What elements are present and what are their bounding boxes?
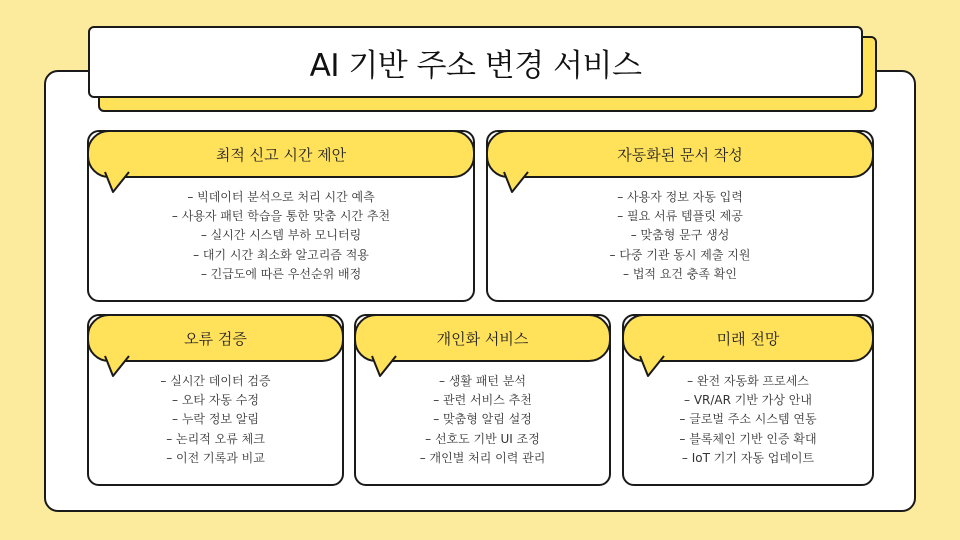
card-item-list [356,372,609,468]
list-item: – 실시간 시스템 부하 모니터링 [200,228,362,243]
card-item-list [89,372,342,468]
list-item: – 대기 시간 최소화 알고리즘 적용 [193,247,369,262]
card-heading: 개인화 서비스 [354,314,611,362]
list-item: – 생활 패턴 분석 [439,374,526,388]
list-item: – 개인별 처리 이력 관리 [419,450,546,465]
card-optimal-time [87,130,475,302]
list-item: – 실시간 데이터 검증 [160,374,271,388]
list-item: – VR/AR 기반 가상 안내 [684,393,812,408]
card-item-list [488,188,872,284]
card-heading: 오류 검증 [87,314,344,362]
list-item: – 긴급도에 따른 우선순위 배정 [200,266,362,281]
list-item: – 필요 서류 템플릿 제공 [617,209,743,224]
list-item: – 사용자 정보 자동 입력 [617,190,743,204]
list-item: – 선호도 기반 UI 조정 [425,431,540,446]
list-item: – 맞춤형 알림 설정 [433,412,532,427]
card-auto-document [486,130,874,302]
list-item: – 다중 기관 동시 제출 지원 [609,247,751,262]
card-error-check [87,314,344,486]
list-item: – 사용자 패턴 학습을 통한 맞춤 시간 추천 [171,209,391,224]
list-item: – 법적 요건 충족 확인 [623,266,737,281]
list-item: – 오타 자동 수정 [172,393,259,408]
list-item: – 블록체인 기반 인증 확대 [679,431,817,446]
card-item-list [89,188,473,284]
card-heading: 최적 신고 시간 제안 [87,130,475,178]
list-item: – 이전 기록과 비교 [166,450,265,465]
card-heading: 자동화된 문서 작성 [486,130,874,178]
card-personalized [354,314,611,486]
list-item: – 관련 서비스 추천 [433,393,532,408]
list-item: – 글로벌 주소 시스템 연동 [679,412,817,427]
list-item: – 논리적 오류 체크 [166,431,265,446]
list-item: – 완전 자동화 프로세스 [687,374,809,388]
list-item: – IoT 기기 자동 업데이트 [681,450,815,465]
card-heading: 미래 전망 [622,314,874,362]
list-item: – 맞춤형 문구 생성 [630,228,730,243]
list-item: – 빅데이터 분석으로 처리 시간 예측 [187,190,375,204]
card-item-list [624,372,872,468]
page-title: AI 기반 주소 변경 서비스 [309,47,642,84]
title-box [88,26,863,98]
card-future [622,314,874,486]
list-item: – 누락 정보 알림 [172,412,259,427]
